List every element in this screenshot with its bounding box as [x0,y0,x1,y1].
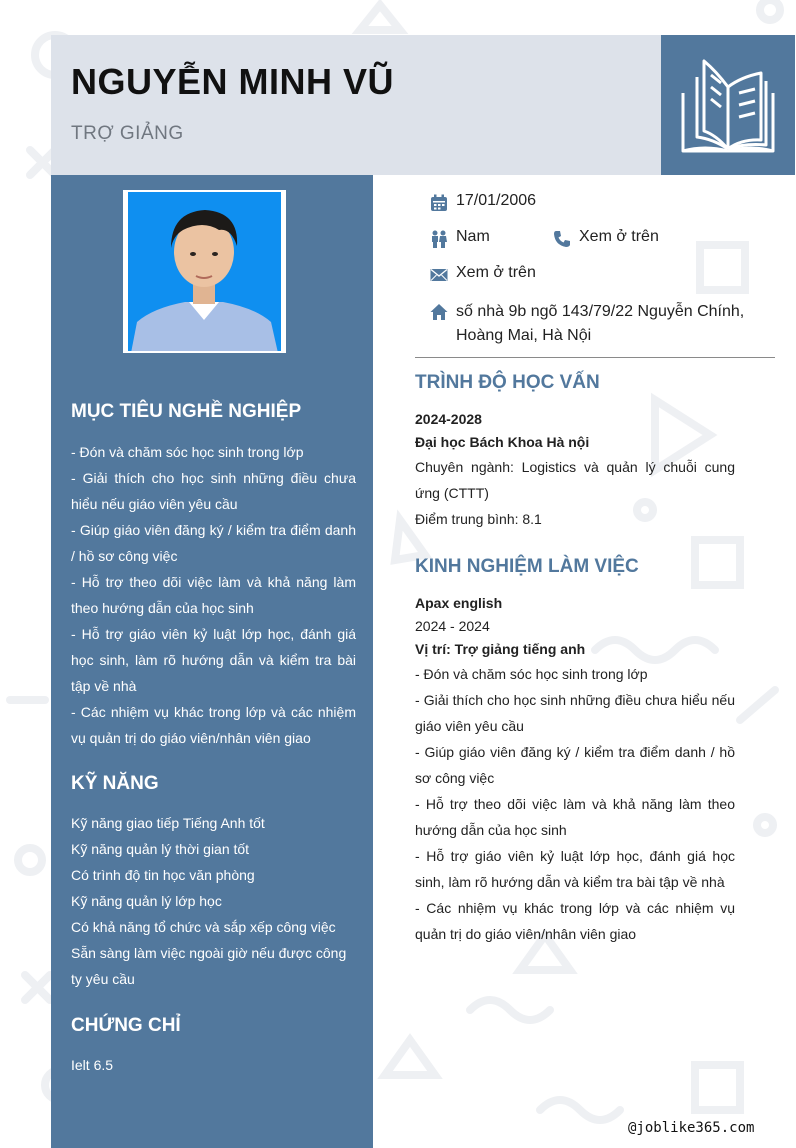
list-item: - Hỗ trợ giáo viên kỷ luật lớp học, đánh giá học sinh, làm rõ hướng dẫn và kiểm tra bài tập về nhà [415,848,735,890]
education-major: Chuyên ngành: Logistics và quản lý chuỗi cung ứng (CTTT) [415,459,735,501]
phone-value: Xem ở trên [579,228,659,245]
education-block [415,408,735,532]
list-item: - Các nhiệm vụ khác trong lớp và các nhiệm vụ quản trị do giáo viên/nhân viên giao [71,704,356,746]
profile-photo [123,190,286,353]
address-value: số nhà 9b ngõ 143/79/22 Nguyễn Chính, Hoàng Mai, Hà Nội [456,303,745,344]
list-item: Kỹ năng quản lý thời gian tốt [71,841,250,857]
skills-title: KỸ NĂNG [71,773,159,794]
home-icon [430,303,448,321]
education-title: TRÌNH ĐỘ HỌC VẤN [415,372,600,393]
education-gpa: Điểm trung bình: 8.1 [415,511,542,527]
phone-icon [553,230,571,248]
candidate-role: TRỢ GIẢNG [71,123,184,144]
experience-title: KINH NGHIỆM LÀM VIỆC [415,556,639,577]
divider [415,357,775,358]
envelope-icon [430,266,448,284]
experience-period: 2024 - 2024 [415,618,490,634]
address-row [430,300,760,348]
list-item: - Giúp giáo viên đăng ký / kiểm tra điểm danh / hồ sơ công việc [415,744,735,786]
footer-site: @joblike365.com [628,1120,755,1136]
birthdate-value: 17/01/2006 [456,192,537,209]
gender-value: Nam [456,228,490,245]
list-item: - Các nhiệm vụ khác trong lớp và các nhiệm vụ quản trị do giáo viên/nhân viên giao [415,900,735,942]
objective-list [71,439,356,751]
candidate-name: NGUYỄN MINH VŨ [71,61,395,102]
list-item: - Đón và chăm sóc học sinh trong lớp [71,444,304,460]
experience-position: Vị trí: Trợ giảng tiếng anh [415,641,586,657]
education-school: Đại học Bách Khoa Hà nội [415,434,590,450]
email-value: Xem ở trên [456,264,536,281]
birthdate-row [430,192,536,212]
logo-box [661,35,795,175]
education-period: 2024-2028 [415,411,482,427]
list-item: - Giải thích cho học sinh những điều chưa hiểu nếu giáo viên yêu cầu [71,470,356,512]
list-item: Có trình độ tin học văn phòng [71,867,255,883]
objective-title: MỤC TIÊU NGHỀ NGHIỆP [71,401,302,422]
list-item: - Hỗ trợ theo dõi việc làm và khả năng làm theo hướng dẫn của học sinh [71,574,356,616]
book-icon [661,35,795,175]
list-item: Có khả năng tổ chức và sắp xếp công việc [71,919,336,935]
email-row [430,264,536,284]
calendar-icon [430,194,448,212]
experience-block [415,592,735,947]
gender-row [430,228,490,248]
list-item: Kỹ năng giao tiếp Tiếng Anh tốt [71,815,265,831]
list-item: - Giải thích cho học sinh những điều chưa hiểu nếu giáo viên yêu cầu [415,692,735,734]
avatar [123,190,286,353]
list-item: - Hỗ trợ theo dõi việc làm và khả năng làm theo hướng dẫn của học sinh [415,796,735,838]
gender-icon [430,230,448,248]
skills-list [71,810,356,992]
list-item: - Hỗ trợ giáo viên kỷ luật lớp học, đánh giá học sinh, làm rõ hướng dẫn và kiểm tra bài tập về nhà [71,626,356,694]
certificates-title: CHỨNG CHỈ [71,1015,181,1036]
experience-company: Apax english [415,595,503,611]
header [51,35,661,175]
sidebar [51,175,373,1148]
certificates-list [71,1052,356,1078]
list-item: Ielt 6.5 [71,1057,114,1073]
phone-row [553,228,659,248]
list-item: Sẵn sàng làm việc ngoài giờ nếu được công ty yêu cầu [71,945,347,987]
list-item: Kỹ năng quản lý lớp học [71,893,222,909]
list-item: - Giúp giáo viên đăng ký / kiểm tra điểm danh / hồ sơ công việc [71,522,356,564]
list-item: - Đón và chăm sóc học sinh trong lớp [415,666,648,682]
